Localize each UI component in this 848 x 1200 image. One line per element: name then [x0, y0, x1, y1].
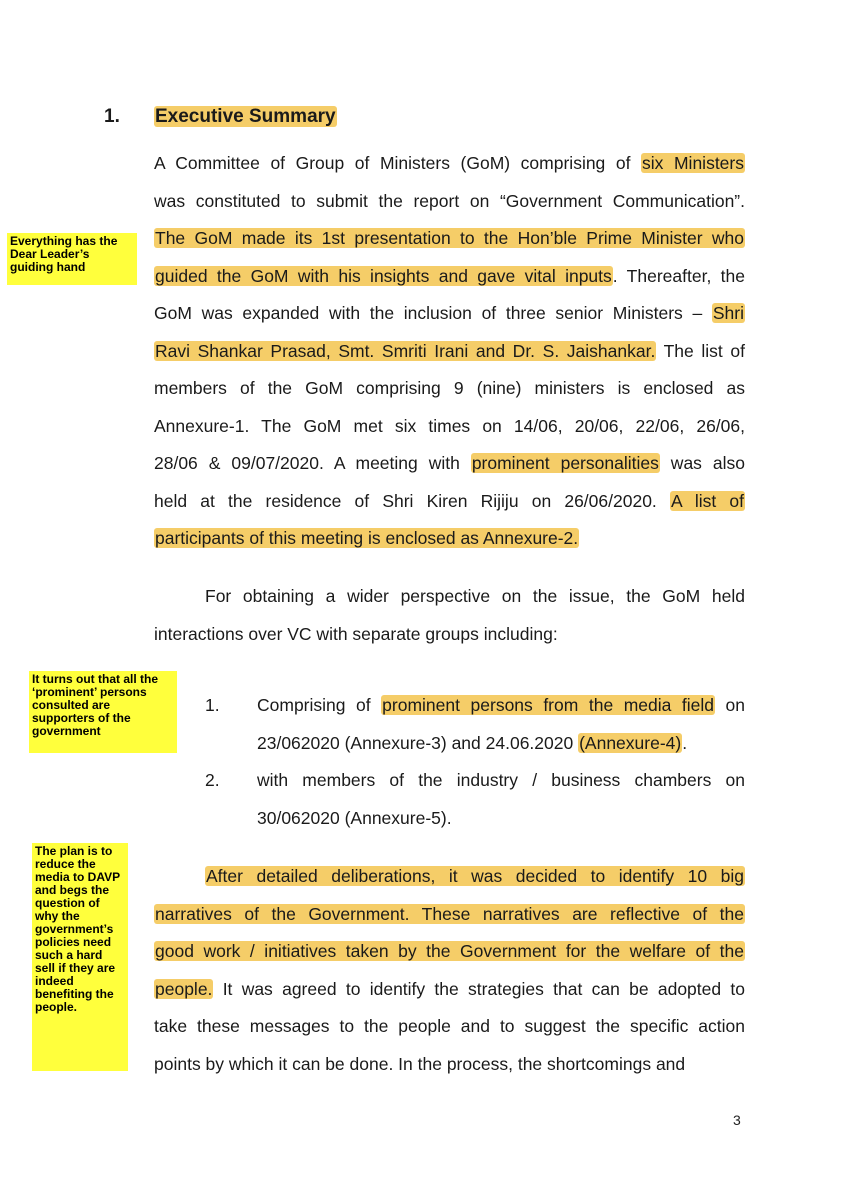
- plain-text: held at the residence of Shri Kiren Rijiju on 26/06/2020.: [154, 490, 670, 511]
- text-line: [154, 1046, 745, 1084]
- plain-text: points by which it can be done. In the process, the shortcomings and: [154, 1053, 686, 1074]
- highlighted-text: people.: [155, 978, 213, 999]
- section-title-text: Executive Summary: [155, 106, 336, 127]
- highlighted-text: Ravi Shankar Prasad, Smt. Smriti Irani and Dr. S. Jaishankar.: [155, 340, 656, 361]
- text-line: [257, 687, 745, 725]
- text-line: [154, 145, 745, 183]
- highlighted-text: guided the GoM with his insights and gave vital inputs: [155, 265, 612, 286]
- plain-text: on: [715, 695, 746, 715]
- annotation-note-text: Everything has the Dear Leader’s guiding hand: [10, 234, 118, 274]
- plain-text: GoM was expanded with the inclusion of three senior Ministers –: [154, 303, 712, 323]
- plain-text: Comprising of: [257, 695, 382, 715]
- highlighted-text: (Annexure-4): [579, 732, 682, 753]
- text-line: [154, 183, 745, 221]
- text-line: [154, 1008, 745, 1046]
- plain-text: 30/062020 (Annexure-5).: [257, 807, 452, 828]
- highlighted-text: good work / initiatives taken by the Government for the welfare of the: [155, 941, 744, 961]
- plain-text: was constituted to submit the report on “Government Communication”.: [154, 190, 745, 211]
- annotation-note-text: The plan is to reduce the media to DAVP and begs the question of why the government’s policies need such a hard sell if they are indeed benefiting the people.: [35, 844, 120, 1014]
- plain-text: 28/06 & 09/07/2020. A meeting with: [154, 453, 471, 473]
- text-line: For obtaining a wider perspective on the issue, the GoM held: [205, 586, 745, 606]
- page-number: 3: [733, 1112, 741, 1128]
- highlighted-text: A list of: [670, 490, 744, 511]
- text-line: [154, 333, 745, 371]
- text-line: [257, 800, 745, 838]
- annotation-note-dear-leader: [7, 233, 137, 285]
- annotation-note-prominent-persons: [29, 671, 177, 753]
- highlighted-text: After detailed deliberations, it was decided to identify 10 big: [206, 866, 744, 886]
- text-line: [154, 408, 745, 446]
- highlighted-text: participants of this meeting is enclosed as Annexure-2.: [155, 528, 579, 548]
- highlighted-text: Shri: [712, 303, 744, 323]
- highlighted-text: The GoM made its 1st presentation to the Hon’ble Prime Minister who: [155, 228, 744, 248]
- text-line: [154, 370, 745, 408]
- section-title: [154, 106, 337, 128]
- plain-text: . Thereafter, the: [612, 265, 745, 286]
- plain-text: The list of: [656, 340, 745, 361]
- plain-text: .: [682, 732, 688, 753]
- plain-text: A Committee of Group of Ministers (GoM) comprising of: [154, 153, 642, 173]
- text-line: [154, 520, 745, 558]
- text-line: [154, 896, 745, 934]
- paragraph-gom-summary: [154, 145, 745, 558]
- text-line: [154, 483, 745, 521]
- text-line: [154, 933, 745, 971]
- highlighted-text: prominent persons from the media field: [382, 695, 715, 715]
- text-line: [154, 220, 745, 258]
- plain-text: It was agreed to identify the strategies that can be adopted to: [213, 978, 745, 999]
- plain-text: with members of the industry / business chambers on: [257, 770, 745, 790]
- section-number: 1.: [104, 106, 120, 127]
- plain-text: Annexure-1. The GoM met six times on 14/06, 20/06, 22/06, 26/06,: [154, 415, 745, 436]
- text-line: [154, 858, 745, 896]
- plain-text: was also: [659, 453, 745, 473]
- text-line: interactions over VC with separate groups including:: [154, 623, 558, 644]
- highlighted-text: six Ministers: [642, 153, 744, 173]
- text-line: [257, 725, 745, 763]
- highlighted-text: narratives of the Government. These narratives are reflective of the: [155, 903, 744, 924]
- list-number: 1.: [205, 695, 220, 715]
- list-text: [257, 687, 745, 762]
- plain-text: 23/062020 (Annexure-3) and 24.06.2020: [257, 732, 579, 753]
- paragraph-wider-perspective: [154, 578, 745, 653]
- text-line: [154, 445, 745, 483]
- annotation-note-text: It turns out that all the ‘prominent’ persons consulted are supporters of the government: [32, 672, 158, 738]
- text-line: [154, 971, 745, 1009]
- list-number: 2.: [205, 770, 220, 790]
- annotation-note-davp: [32, 843, 128, 1071]
- list-text: [257, 762, 745, 837]
- paragraph-narratives: [154, 858, 745, 1083]
- plain-text: members of the GoM comprising 9 (nine) ministers is enclosed as: [154, 378, 745, 398]
- text-line: [154, 295, 745, 333]
- highlighted-text: prominent personalities: [471, 453, 659, 473]
- plain-text: take these messages to the people and to suggest the specific action: [154, 1016, 745, 1036]
- text-line: [257, 762, 745, 800]
- text-line: [154, 258, 745, 296]
